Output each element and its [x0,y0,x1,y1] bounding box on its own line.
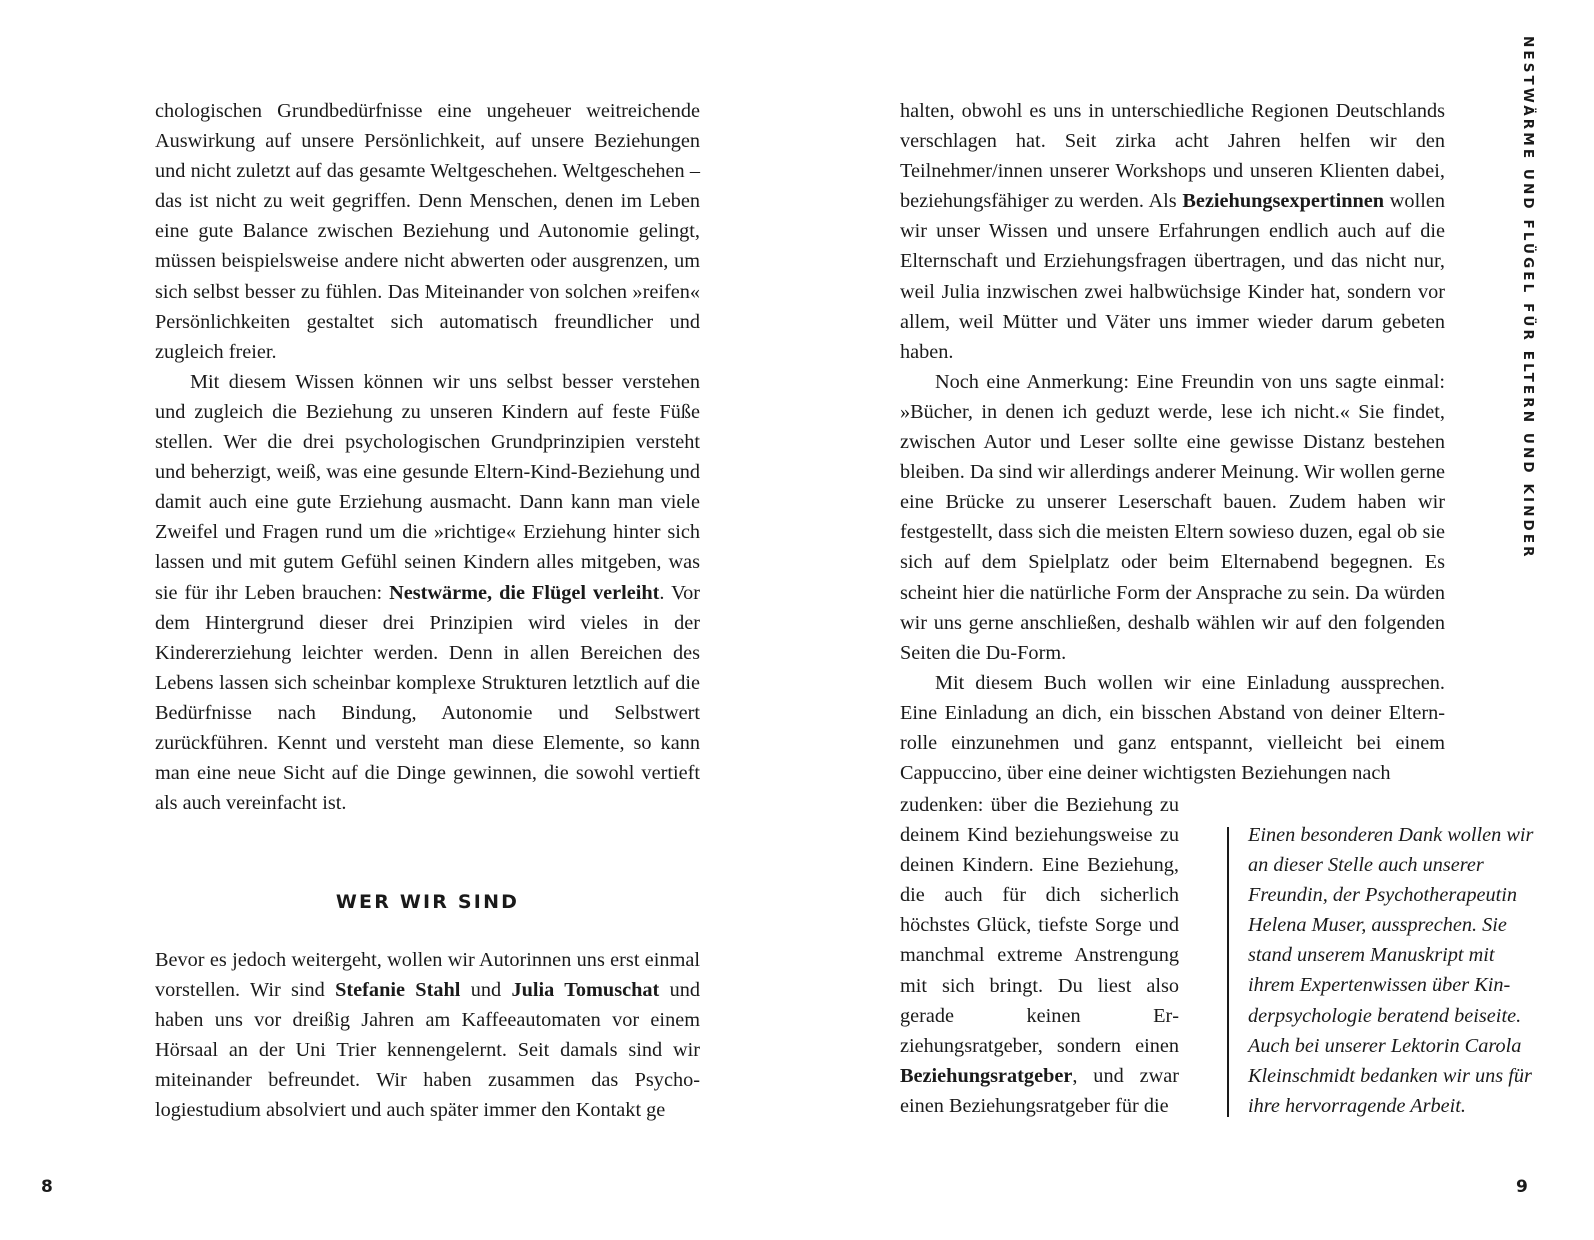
text-run: Bevor es jedoch weitergeht, wollen wir Autorinnen uns erst einmal vorstellen. Wir sind [155,949,700,1002]
bold-phrase: Beziehungsexpertinnen [1182,190,1385,213]
right-narrow-column [900,790,1179,1121]
paragraph [155,367,700,818]
text-run: zudenken: über die Beziehung zu deinem Kind beziehungsweise zu deinen Kindern. Eine Beziehung, die auch für dich sicherlich höchstes Glück, tiefste Sorge und manchmal extreme Anstrengung mit sich bringt. Du liest also gerade keinen Erziehungsratgeber, sondern einen [900,794,1179,1057]
bold-phrase: Beziehungsratgeber [900,1064,1073,1087]
author-name: Stefanie Stahl [335,979,461,1002]
paragraph: Mit diesem Buch wollen wir eine Einladung aussprechen. Eine Einladung an dich, ein bisschen Abstand von deiner Elternrolle einzunehmen und ganz entspannt, vielleicht bei einem Cappuccino, über eine deiner wichtigsten Beziehungen nach [900,671,1445,785]
paragraph [900,96,1445,367]
sidebar-rule [1227,827,1229,1117]
text-run: und [460,979,512,1002]
text-run: halten, obwohl es uns in unterschiedliche Regionen Deutschlands verschlagen hat. Seit zirka acht Jahren helfen wir den Teilnehmer/innen unserer Workshops und unseren Klienten dabei, beziehungsfähiger zu werden. Als [900,100,1445,213]
right-page [797,0,1594,1240]
text-run: . Vor dem Hintergrund dieser drei Prinzipien wird vieles in der Kindererziehung leichter werden. Denn in allen Bereichen des Lebens lassen sich scheinbar komplexe Strukturen letztlich auf die Bedürfnisse nach Bindung, Autonomie und Selbstwert zurückführen. Kennt und versteht man diese Elemente, so kann man eine neue Sicht auf die Dinge gewinnen, die sowohl vertieft als auch vereinfacht ist. [155,581,700,815]
text-run: wollen wir unser Wissen und unsere Erfahrungen endlich auch auf die Elternschaft und Erziehungsfragen übertragen, und das nicht nur, weil Julia inzwischen zwei halbwüchsige Kinder hat, sondern vor allem, weil Mütter und Väter uns immer wieder darum gebeten haben. [900,190,1445,363]
paragraph [900,790,1179,1121]
bold-phrase: Nestwärme, die Flügel verleiht [389,581,660,604]
paragraph: Noch eine Anmerkung: Eine Freundin von uns sagte einmal: »Bücher, in denen ich geduzt werde, lese ich nicht.« Sie findet, zwischen Autor und Leser sollte eine gewisse Distanz bestehen bleiben. Da sind wir allerdings anderer Meinung. Wir wollen gerne eine Brücke zu unserer Leserschaft bauen. Zudem haben wir festgestellt, dass sich die meisten Eltern sowieso duzen, egal ob sie sich auf dem Spielplatz oder beim Elternabend begegnen. Es scheint hier die natürliche Form der Ansprache zu sein. Da würden wir uns gerne anschließen, deshalb wählen wir auf den folgenden Seiten die Du-Form. [900,370,1445,664]
left-body-column [155,96,700,818]
page-number: 8 [41,1177,53,1197]
right-body-column [900,96,1445,788]
paragraph: chologischen Grundbedürfnisse eine ungeheuer weitreichende Auswirkung auf unsere Persönlichkeit, auf unsere Beziehungen und nicht zuletzt auf das gesamte Weltgeschehen. Weltgeschehen – das ist nicht zu weit gegriffen. Denn Menschen, denen im Leben eine gute Balance zwischen Beziehung und Autonomie gelingt, müssen beispielsweise andere nicht abwerten oder ausgrenzen, um sich selbst besser zu fühlen. Das Miteinander von solchen »reifen« Persönlichkeiten gestaltet sich automatisch freundlicher und zugleich freier. [155,100,700,363]
page-number: 9 [1516,1177,1528,1197]
paragraph [155,945,700,1126]
text-run: und haben uns vor dreißig Jahren am Kaffeeautomaten vor einem Hörsaal an der Uni Trier kennengelernt. Seit damals sind wir miteinander befreundet. Wir haben zusammen das Psychologiestudium absolviert und auch später immer den Kontakt ge [155,979,700,1122]
left-body-column-lower [155,945,700,1126]
section-heading: WER WIR SIND [335,891,520,913]
text-run: , und zwar einen Beziehungsratgeber für die [900,1064,1179,1117]
text-run: Mit diesem Wissen können wir uns selbst besser verstehen und zugleich die Beziehung zu unseren Kindern auf feste Füße stellen. Wer die drei psychologischen Grundprinzipien versteht und beherzigt, weiß, was eine gesunde Eltern-Kind-Beziehung und damit auch eine gute Erziehung ausmacht. Dann kann man viele Zweifel und Fragen rund um die »richtige« Erziehung hinter sich lassen und mit gutem Gefühl seinen Kindern alles mitgeben, was sie für ihr Leben brauchen: [155,370,700,604]
sidebar-note: Einen besonderen Dank wollen wir an dieser Stelle auch unserer Freundin, der Psychotherapeutin Helena Muser, aussprechen. Sie stand unserem Manuskript mit ihrem Expertenwissen über Kinderpsychologie beratend beiseite. Auch bei unserer Lektorin Carola Kleinschmidt bedanken wir uns für ihre hervorragende Arbeit. [1248,824,1534,1117]
running-head: NESTWÄRME UND FLÜGEL FÜR ELTERN UND KINDER [1520,36,1536,560]
author-name: Julia Tomuschat [511,979,660,1002]
